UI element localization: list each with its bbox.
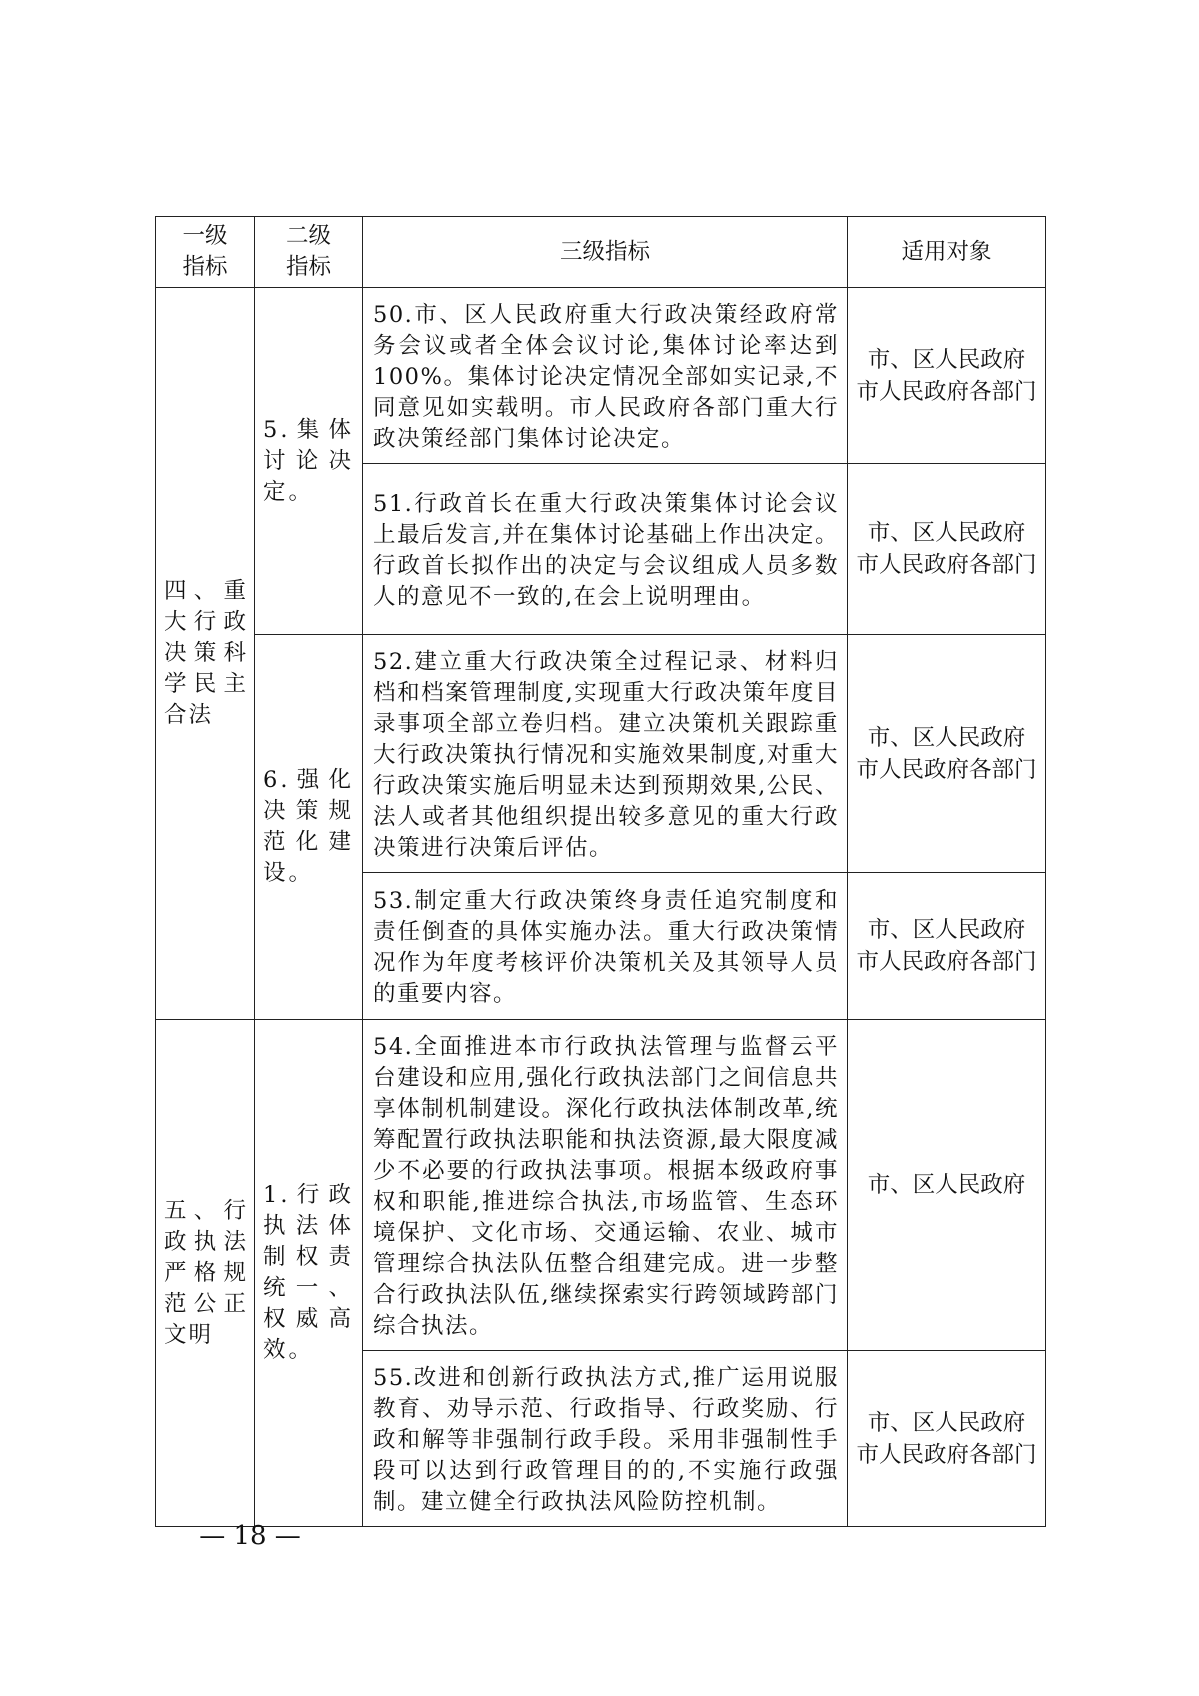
indicator-54: 54.全面推进本市行政执法管理与监督云平台建设和应用,强化行政执法部门之间信息共享体制机制建设。深化行政执法体制改革,统筹配置行政执法职能和执法资源,最大限度减少不必要的行政执法事项。根据本级政府事权和职能,推进综合执法,市场监管、生态环境保护、文化市场、交通运输、农业、城市管理综合执法队伍整合组建完成。进一步整合行政执法队伍,继续探索实行跨领域跨部门综合执法。 — [363, 1020, 848, 1351]
indicator-51: 51.行政首长在重大行政决策集体讨论会议上最后发言,并在集体讨论基础上作出决定。行政首长拟作出的决定与会议组成人员多数人的意见不一致的,在会上说明理由。 — [363, 464, 848, 635]
table-row — [156, 1020, 1046, 1351]
header-level1: 一级指标 — [156, 217, 255, 288]
target-53: 市、区人民政府 市人民政府各部门 — [848, 873, 1046, 1020]
table-row — [156, 288, 1046, 464]
level1-cell-5: 五、行政执法严格规范公正文明 — [156, 1020, 255, 1527]
page-number: — 18 — — [199, 1521, 301, 1551]
level2-cell-6: 6.强化决策规范化建设。 — [255, 635, 363, 1020]
header-level3: 三级指标 — [363, 217, 848, 288]
indicator-table — [155, 216, 1046, 1527]
target-54: 市、区人民政府 — [848, 1020, 1046, 1351]
target-50: 市、区人民政府 市人民政府各部门 — [848, 288, 1046, 464]
indicator-52: 52.建立重大行政决策全过程记录、材料归档和档案管理制度,实现重大行政决策年度目录事项全部立卷归档。建立决策机关跟踪重大行政决策执行情况和实施效果制度,对重大行政决策实施后明显未达到预期效果,公民、法人或者其他组织提出较多意见的重大行政决策进行决策后评估。 — [363, 635, 848, 873]
target-55: 市、区人民政府 市人民政府各部门 — [848, 1351, 1046, 1527]
level2-cell-5: 5.集体讨论决定。 — [255, 288, 363, 635]
level1-cell-4: 四、重大行政决策科学民主合法 — [156, 288, 255, 1020]
target-51: 市、区人民政府 市人民政府各部门 — [848, 464, 1046, 635]
header-target: 适用对象 — [848, 217, 1046, 288]
target-52: 市、区人民政府 市人民政府各部门 — [848, 635, 1046, 873]
indicator-50: 50.市、区人民政府重大行政决策经政府常务会议或者全体会议讨论,集体讨论率达到100%。集体讨论决定情况全部如实记录,不同意见如实载明。市人民政府各部门重大行政决策经部门集体讨论决定。 — [363, 288, 848, 464]
level2-cell-1: 1.行政执法体制权责统一、权威高效。 — [255, 1020, 363, 1527]
header-level2: 二级指标 — [255, 217, 363, 288]
indicator-55: 55.改进和创新行政执法方式,推广运用说服教育、劝导示范、行政指导、行政奖励、行政和解等非强制行政手段。采用非强制性手段可以达到行政管理目的的,不实施行政强制。建立健全行政执法风险防控机制。 — [363, 1351, 848, 1527]
indicator-53: 53.制定重大行政决策终身责任追究制度和责任倒查的具体实施办法。重大行政决策情况作为年度考核评价决策机关及其领导人员的重要内容。 — [363, 873, 848, 1020]
table-row — [156, 635, 1046, 873]
table-header-row — [156, 217, 1046, 288]
